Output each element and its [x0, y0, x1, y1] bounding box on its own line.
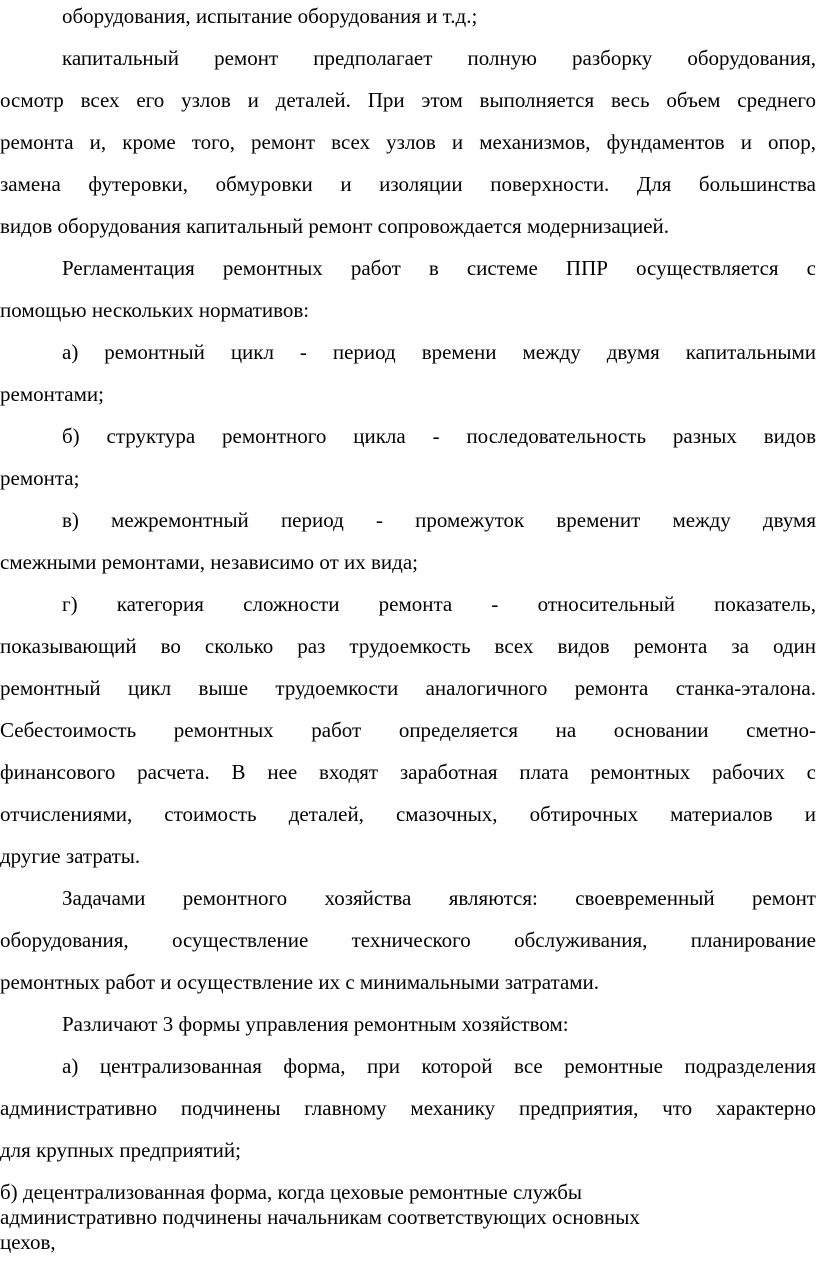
text-line: ремонтами;	[0, 382, 104, 406]
text-line: оборудования, осуществление технического обслуживания, планирование	[0, 928, 816, 952]
text-line: в) межремонтный период - промежуток временит между двумя	[62, 508, 816, 532]
text-line: б) структура ремонтного цикла - последовательность разных видов	[62, 424, 816, 448]
text-line: для крупных предприятий;	[0, 1138, 241, 1162]
text-line: Задачами ремонтного хозяйства являются: своевременный ремонт	[62, 886, 816, 910]
text-line: Регламентация ремонтных работ в системе ППР осуществляется с	[62, 256, 816, 280]
text-line: Различают 3 формы управления ремонтным хозяйством:	[62, 1012, 569, 1036]
text-line: финансового расчета. В нее входят заработная плата ремонтных рабочих с	[0, 760, 816, 784]
text-line: видов оборудования капитальный ремонт сопровождается модернизацией.	[0, 214, 670, 238]
text-line: ремонта;	[0, 466, 80, 490]
text-line: административно подчинены главному механику предприятия, что характерно	[0, 1096, 816, 1120]
text-line: ремонтный цикл выше трудоемкости аналогичного ремонта станка-эталона.	[0, 676, 816, 700]
text-line: ремонта и, кроме того, ремонт всех узлов и механизмов, фундаментов и опор,	[0, 130, 816, 154]
text-line: отчислениями, стоимость деталей, смазочных, обтирочных материалов и	[0, 802, 816, 826]
text-line: административно подчинены начальникам соответствующих основных	[0, 1205, 640, 1229]
text-line: помощью нескольких нормативов:	[0, 298, 310, 322]
text-line: а) ремонтный цикл - период времени между двумя капитальными	[62, 340, 816, 364]
text-line: цехов,	[0, 1230, 56, 1254]
text-line: оборудования, испытание оборудования и т.д.;	[62, 4, 478, 28]
text-line: ремонтных работ и осуществление их с минимальными затратами.	[0, 970, 600, 994]
text-line: осмотр всех его узлов и деталей. При этом выполняется весь объем среднего	[0, 88, 816, 112]
text-line: б) децентрализованная форма, когда цеховые ремонтные службы	[0, 1180, 583, 1204]
text-line: замена футеровки, обмуровки и изоляции поверхности. Для большинства	[0, 172, 816, 196]
text-line: капитальный ремонт предполагает полную разборку оборудования,	[62, 46, 816, 70]
text-line: показывающий во сколько раз трудоемкость всех видов ремонта за один	[0, 634, 816, 658]
text-line: смежными ремонтами, независимо от их вида;	[0, 550, 419, 574]
text-line: г) категория сложности ремонта - относительный показатель,	[62, 592, 816, 616]
text-line: другие затраты.	[0, 844, 141, 868]
text-line: Себестоимость ремонтных работ определяется на основании сметно-	[0, 718, 816, 742]
text-line: а) централизованная форма, при которой все ремонтные подразделения	[62, 1054, 816, 1078]
